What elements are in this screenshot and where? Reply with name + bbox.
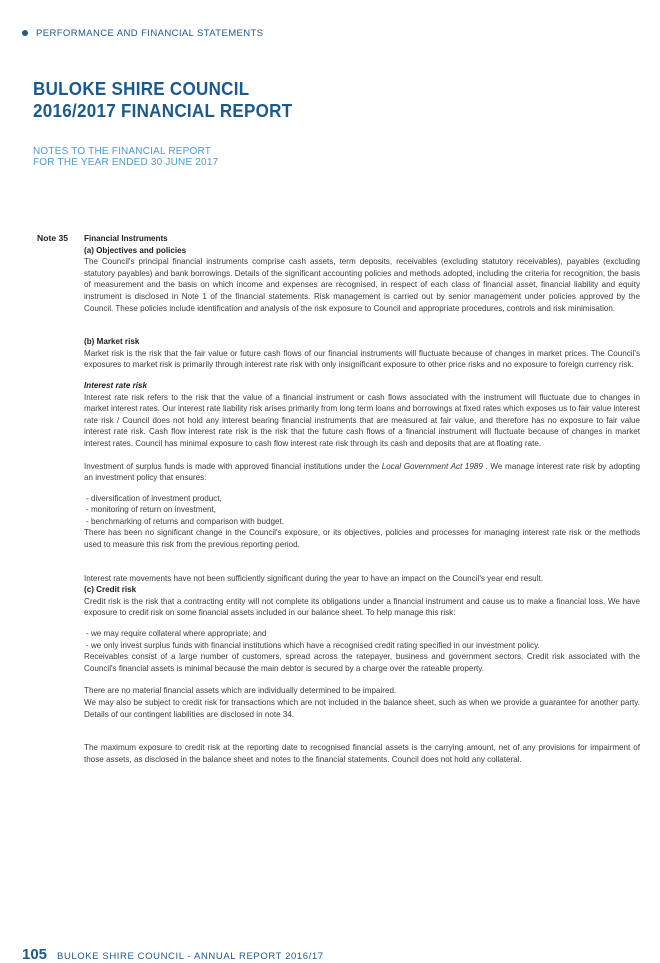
receivables-text: Receivables consist of a large number of customers, spread across the ratepayer, business and government sectors. Credit risk associated with the Council's financial assets is minimal because the main debtor is secured by a charge over the rateable property. bbox=[84, 652, 640, 673]
page-number: 105 bbox=[22, 946, 48, 963]
note-content bbox=[84, 233, 640, 765]
investment-text-after: . We manage interest rate risk by adopting an investment policy that ensures: bbox=[84, 461, 640, 483]
interest-rate-risk-text: Interest rate risk refers to the risk that the value of a financial instrument or cash flows associated with the instrument will fluctuate due to changes in market interest rates. Our interest rate liability risk arises primarily from long term loans and borrowings at fixed rates which exposes us to fair value interest rate risk / Council does not hold any interest bearing financial instruments that are measured at fair value, and therefore has no exposure to fair value interest rate risk. Cash flow interest rate risk is the risk that the future cash flows of a financial instrument will fluctuate because of changes in market interest rates. Council has minimal exposure to cash flow interest rate risk through its cash and deposits that are at floating rate. bbox=[84, 392, 640, 448]
investment-text bbox=[84, 461, 640, 484]
credit-risk-text: Credit risk is the risk that a contracting entity will not complete its obligations under a financial instrument and cause us to make a financial loss. We have exposure to credit risk on some financial assets included in our balance sheet. To help manage this risk: bbox=[84, 596, 640, 618]
list-item: - benchmarking of returns and comparison with budget. bbox=[86, 516, 284, 526]
no-material-text: There are no material financial assets which are individually determined to be impaired. bbox=[84, 686, 397, 696]
report-subtitle bbox=[33, 146, 218, 168]
guarantee-text: We may also be subject to credit risk for transactions which are not included in the balance sheet, such as when we provide a guarantee for another party. Details of our contingent liabilities are disclosed in note 34. bbox=[84, 698, 640, 719]
report-title bbox=[33, 78, 315, 122]
objectives-text: The Council's principal financial instruments comprise cash assets, term deposits, receivables (excluding statutory receivables), payables (excluding statutory payables) and bank borrowings. Details of the significant accounting policies and methods adopted, including the criteria for recognition, the basis of measurement and the basis on which income and expenses are recognised, in respect of each class of financial asset, financial liability and equity instrument is disclosed in Note 1 of the financial statements. Risk management is carried out by senior management under policies approved by the Council. These policies include identification and analysis of the risk exposure to Council and appropriate procedures, controls and risk minimisation. bbox=[84, 257, 640, 313]
movements-text: Interest rate movements have not been sufficiently significant during the year to have an impact on the Council's year end result. bbox=[84, 573, 543, 583]
note-number: Note 35 bbox=[37, 233, 69, 243]
interest-rate-risk-heading: Interest rate risk bbox=[84, 380, 147, 390]
bullet-icon bbox=[22, 30, 28, 36]
no-change-text: There has been no significant change in the Council's exposure, or its objectives, policies and processes for managing interest rate risk or the methods used to measure this risk from the previous reporting period. bbox=[84, 528, 640, 550]
credit-risk-heading: (c) Credit risk bbox=[84, 585, 137, 595]
note-title: Financial Instruments bbox=[84, 234, 168, 243]
objectives-heading: (a) Objectives and policies bbox=[84, 245, 187, 255]
list-item: - we may require collateral where appropriate; and bbox=[86, 629, 267, 639]
footer-text: BULOKE SHIRE COUNCIL - ANNUAL REPORT 2016/17 bbox=[57, 951, 324, 962]
list-item: - we only invest surplus funds with financial institutions which have a recognised credit rating specified in our investment policy. bbox=[86, 640, 540, 650]
market-risk-text: Market risk is the risk that the fair value or future cash flows of our financial instruments will fluctuate because of changes in market prices. The Council's exposures to market risk is primarily through interest rate risk with only insignificant exposure to other price risks and no exposure to foreign currency risk. bbox=[84, 348, 640, 370]
list-item: - diversification of investment product, bbox=[86, 493, 222, 503]
subtitle-line-1: NOTES TO THE FINANCIAL REPORT bbox=[33, 146, 212, 157]
title-line-1: BULOKE SHIRE COUNCIL bbox=[33, 78, 250, 99]
maximum-exposure-text: The maximum exposure to credit risk at the reporting date to recognised financial assets is the carrying amount, net of any provisions for impairment of those assets, as disclosed in the balance sheet and notes to the financial statements. Council does not hold any collateral. bbox=[84, 743, 640, 764]
market-risk-heading: (b) Market risk bbox=[84, 337, 140, 347]
section-header bbox=[22, 26, 263, 40]
title-line-2: 2016/2017 FINANCIAL REPORT bbox=[33, 100, 293, 121]
subtitle-line-2: FOR THE YEAR ENDED 30 JUNE 2017 bbox=[33, 157, 219, 168]
investment-act: Local Government Act 1989 bbox=[381, 461, 483, 471]
list-item: - monitoring of return on investment, bbox=[86, 505, 217, 515]
section-label: PERFORMANCE AND FINANCIAL STATEMENTS bbox=[36, 27, 264, 39]
investment-text-before: Investment of surplus funds is made with approved financial institutions under the bbox=[84, 461, 382, 471]
